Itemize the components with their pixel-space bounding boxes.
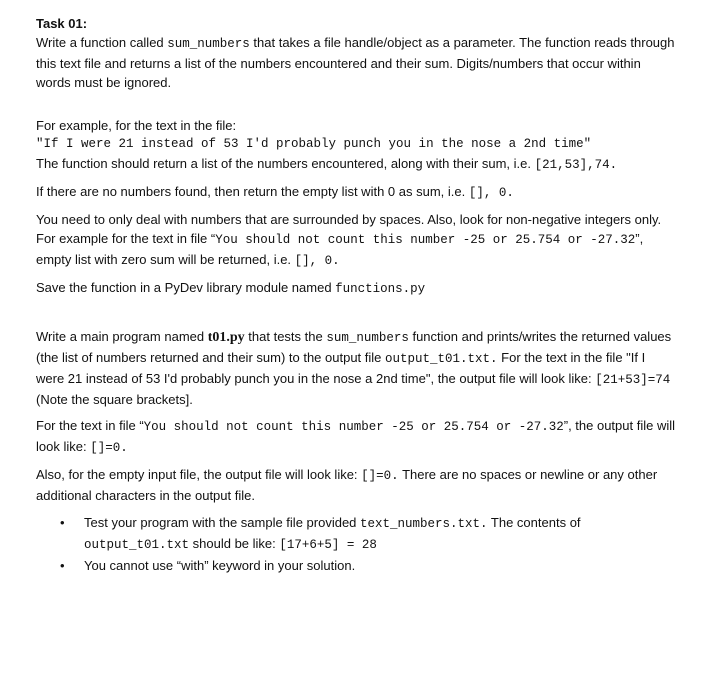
text-run: function and prints/writes the returned values (the list of numbers returned and their sum) to the output file bbox=[36, 329, 672, 365]
task-title: Task 01: bbox=[36, 16, 88, 31]
text-run: The function should return a list of the numbers encountered, along with their sum, i.e. bbox=[36, 156, 535, 171]
code-run: [], 0. bbox=[294, 254, 340, 268]
text-run: Save the function in a PyDev library module named bbox=[36, 280, 336, 295]
main-program-paragraph bbox=[36, 327, 676, 409]
code-run: sum_numbers bbox=[326, 331, 409, 345]
intro-paragraph bbox=[36, 33, 676, 92]
text-run: For the text in the file "If I were 21 instead of 53 I'd probably punch you in the nose a 2nd time", the output file will look like: bbox=[36, 350, 646, 386]
text-run: (Note the square brackets]. bbox=[36, 392, 193, 407]
bullet-dot-icon: • bbox=[60, 515, 65, 530]
text-run: The contents of bbox=[487, 515, 581, 530]
code-run: [21,53],74. bbox=[534, 158, 618, 172]
text-run: ”, empty list with zero sum will be returned, i.e. bbox=[36, 231, 644, 267]
code-run: You should not count this number -25 or 25.754 or -27.32 bbox=[143, 420, 564, 434]
text-run: Write a function called bbox=[36, 35, 168, 50]
example-label: For example, for the text in the file: bbox=[36, 118, 237, 133]
text-run: For the text in file “ bbox=[36, 418, 144, 433]
bullet-list bbox=[36, 513, 676, 575]
code-run: You should not count this number -25 or 25.754 or -27.32 bbox=[215, 233, 636, 247]
bullet-text bbox=[84, 558, 355, 573]
code-run: [21+53]=74 bbox=[595, 373, 671, 387]
save-line-paragraph bbox=[36, 278, 676, 299]
code-run: output_t01.txt. bbox=[385, 352, 498, 366]
empty-case-paragraph bbox=[36, 182, 676, 203]
second-output-paragraph bbox=[36, 416, 676, 458]
code-run: [], 0. bbox=[468, 186, 514, 200]
bullet-item-test-program bbox=[60, 513, 676, 555]
bullet-dot-icon: • bbox=[60, 558, 65, 573]
bullet-item-no-with bbox=[60, 556, 676, 575]
text-run: that takes a file handle/object as a parameter. The function reads through this text file and returns a list of the numbers encountered and their sum. Digits/numbers that occur within words must be ignored. bbox=[36, 35, 675, 90]
text-run: You need to only deal with numbers that are surrounded by spaces. Also, look for non-negative integers only. For example for the text in file “ bbox=[36, 212, 662, 246]
code-run: [17+6+5] = 28 bbox=[279, 538, 377, 552]
text-run: There are no spaces or newline or any other additional characters in the output file. bbox=[36, 467, 658, 503]
empty-file-paragraph bbox=[36, 465, 676, 505]
text-run: ”, the output file will look like: bbox=[36, 418, 676, 454]
text-run: should be like: bbox=[189, 536, 280, 551]
example-text: "If I were 21 instead of 53 I'd probably punch you in the nose a 2nd time" bbox=[36, 137, 592, 151]
document-page bbox=[36, 14, 676, 576]
code-run: functions.py bbox=[335, 282, 426, 296]
text-run: that tests the bbox=[244, 329, 327, 344]
code-run: output_t01.txt bbox=[84, 538, 190, 552]
text-run: You cannot use “with” keyword in your solution. bbox=[84, 558, 356, 573]
code-run: []=0. bbox=[361, 469, 399, 483]
text-run: If there are no numbers found, then return the empty list with 0 as sum, i.e. bbox=[36, 184, 469, 199]
code-run: text_numbers.txt. bbox=[360, 517, 488, 531]
spaces-rule-paragraph bbox=[36, 210, 676, 271]
code-run: sum_numbers bbox=[167, 37, 250, 51]
example-return-paragraph bbox=[36, 154, 676, 175]
text-run: Also, for the empty input file, the output file will look like: bbox=[36, 467, 362, 482]
bullet-text bbox=[84, 515, 581, 551]
text-run: Test your program with the sample file provided bbox=[84, 515, 361, 530]
filename-run: t01.py bbox=[207, 330, 245, 345]
code-run: []=0. bbox=[90, 441, 128, 455]
text-run: Write a main program named bbox=[36, 329, 208, 344]
